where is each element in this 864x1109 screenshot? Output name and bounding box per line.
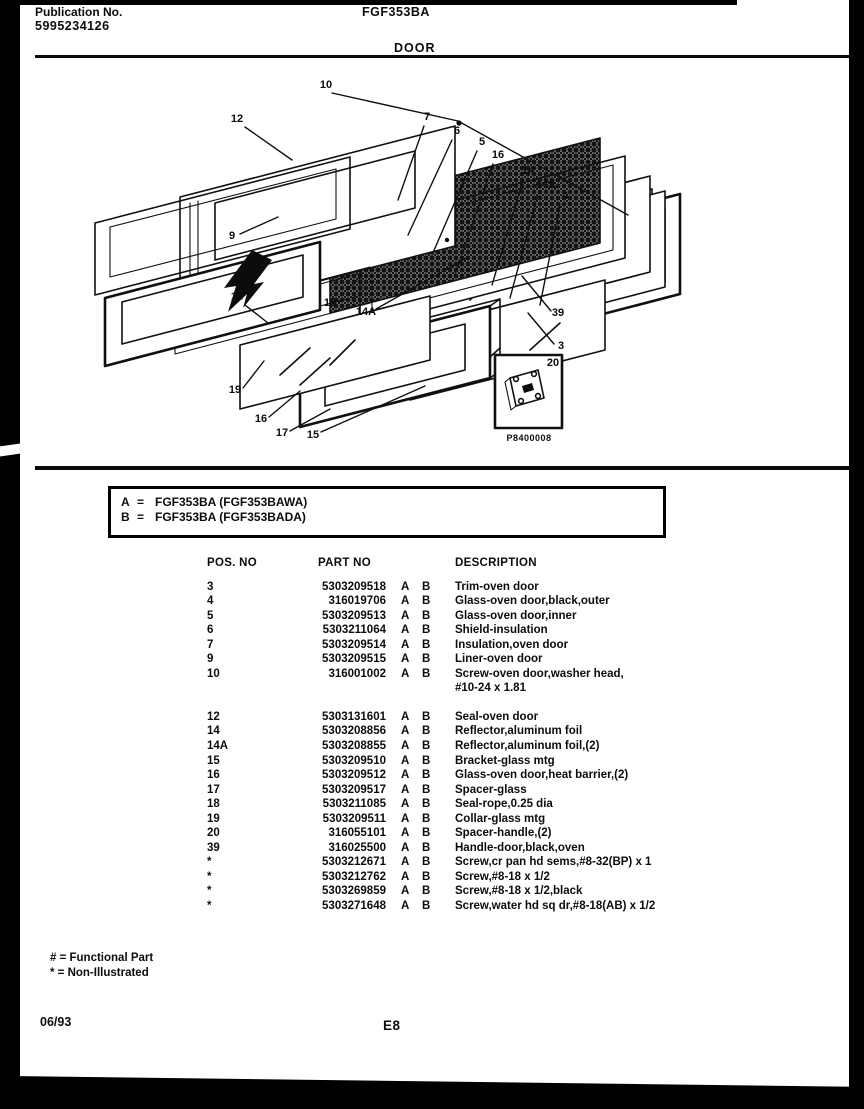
variant-value: FGF353BA (FGF353BADA)	[155, 510, 306, 524]
column-b-cell: B	[422, 856, 431, 869]
spacer	[413, 623, 422, 638]
diagram-callout: 39	[551, 307, 565, 319]
desc-cell: Reflector,aluminum foil,(2)	[455, 740, 600, 753]
column-a-cell	[401, 681, 413, 696]
callout-leader-line	[332, 93, 458, 121]
diagram-callout: 19	[228, 384, 242, 396]
part-cell: 5303212762	[322, 870, 386, 883]
diagram-callout: 16	[491, 149, 505, 161]
footer-page-number: E8	[383, 1018, 401, 1033]
column-b-cell: B	[422, 638, 431, 651]
pos-cell: *	[207, 885, 212, 898]
pos-header: POS. NO	[207, 557, 258, 569]
table-row	[0, 855, 864, 870]
column-b-cell: B	[422, 595, 431, 608]
spacer	[386, 768, 401, 783]
spacer	[434, 667, 455, 682]
table-row	[0, 768, 864, 783]
diagram-callout: 16	[254, 413, 268, 425]
publication-number: 5995234126	[35, 19, 110, 33]
column-b-cell: B	[422, 812, 431, 825]
pos-cell: 10	[207, 667, 220, 680]
column-b-cell: B	[422, 870, 431, 883]
column-b-cell: B	[422, 740, 431, 753]
spacer	[386, 638, 401, 653]
desc-cell: Screw-oven door,washer head,	[455, 667, 624, 680]
pos-cell: 15	[207, 754, 220, 767]
variant-key: A	[121, 495, 130, 509]
spacer	[434, 710, 455, 725]
column-a-cell: A	[401, 580, 410, 593]
spacer	[434, 884, 455, 899]
publication-label: Publication No.	[35, 5, 123, 19]
part-cell: 5303208855	[322, 740, 386, 753]
spacer	[434, 797, 455, 812]
diagram-callout: 20	[546, 357, 560, 369]
part-cell: 5303209513	[322, 609, 386, 622]
spacer	[413, 681, 422, 696]
pos-cell: *	[207, 856, 212, 869]
diagram-callout: 9	[228, 230, 236, 242]
table-row	[0, 870, 864, 885]
diagram-callout: 18	[230, 291, 244, 303]
pos-cell: 3	[207, 580, 214, 593]
spacer	[413, 855, 422, 870]
table-row	[0, 841, 864, 856]
spacer	[386, 884, 401, 899]
diagram-callout: 5	[478, 136, 486, 148]
legend-item: * = Non-Illustrated	[50, 966, 149, 979]
spacer	[413, 594, 422, 609]
part-cell: 316001002	[328, 667, 386, 680]
spacer	[386, 623, 401, 638]
part-header: PART NO	[318, 557, 371, 569]
spacer	[413, 739, 422, 754]
pos-cell: 5	[207, 609, 214, 622]
table-row	[0, 739, 864, 754]
spacer	[386, 783, 401, 798]
column-a-cell: A	[401, 740, 410, 753]
desc-cell: Screw,#8-18 x 1/2,black	[455, 885, 583, 898]
spacer	[413, 899, 422, 914]
pos-cell: 39	[207, 841, 220, 854]
variant-eq: =	[137, 495, 145, 509]
variant-row	[121, 495, 663, 510]
table-row	[0, 623, 864, 638]
part-cell: 5303269859	[322, 885, 386, 898]
column-a-cell: A	[401, 885, 410, 898]
desc-cell: Reflector,aluminum foil	[455, 725, 583, 738]
part-cell: 5303209515	[322, 653, 386, 666]
spacer	[386, 841, 401, 856]
pos-cell	[207, 681, 303, 696]
spacer	[386, 667, 401, 682]
table-body	[0, 580, 864, 914]
spacer	[434, 855, 455, 870]
part-cell: 5303209514	[322, 638, 386, 651]
desc-cell: Spacer-glass	[455, 783, 527, 796]
part-cell: 5303209517	[322, 783, 386, 796]
column-a-cell: A	[401, 900, 410, 913]
spacer	[434, 739, 455, 754]
column-a-cell: A	[401, 624, 410, 637]
spacer	[413, 884, 422, 899]
diagram-callout: 15	[323, 297, 337, 309]
column-b-cell: B	[422, 580, 431, 593]
spacer	[386, 580, 401, 595]
table-row	[0, 826, 864, 841]
desc-header: DESCRIPTION	[455, 557, 537, 569]
spacer	[434, 609, 455, 624]
part-cell: 5303209518	[322, 580, 386, 593]
spacer	[413, 724, 422, 739]
desc-cell: Trim-oven door	[455, 580, 539, 593]
column-a-cell: A	[401, 725, 410, 738]
column-a-cell: A	[401, 667, 410, 680]
column-a-cell: A	[401, 827, 410, 840]
diagram-callout: 14A	[535, 179, 557, 191]
spacer	[386, 870, 401, 885]
table-row	[0, 783, 864, 798]
pos-cell: 18	[207, 798, 220, 811]
spacer	[434, 783, 455, 798]
spacer	[434, 899, 455, 914]
column-a-cell: A	[401, 812, 410, 825]
column-b-cell: B	[422, 783, 431, 796]
table-row	[0, 594, 864, 609]
spacer	[386, 594, 401, 609]
column-a-cell: A	[401, 841, 410, 854]
part-cell: 5303209510	[322, 754, 386, 767]
spacer	[413, 870, 422, 885]
spacer	[386, 754, 401, 769]
variant-value: FGF353BA (FGF353BAWA)	[155, 495, 308, 509]
spacer	[434, 826, 455, 841]
desc-cell: Spacer-handle,(2)	[455, 827, 552, 840]
spacer	[413, 580, 422, 595]
header-rule	[35, 55, 855, 58]
desc-cell: Shield-insulation	[455, 624, 548, 637]
spacer	[434, 724, 455, 739]
spacer	[413, 754, 422, 769]
spacer	[386, 899, 401, 914]
spacer	[434, 681, 455, 696]
table-row	[0, 884, 864, 899]
spacer	[413, 797, 422, 812]
pos-cell: 7	[207, 638, 214, 651]
column-a-cell: A	[401, 798, 410, 811]
variant-row	[121, 510, 663, 525]
column-b-cell: B	[422, 609, 431, 622]
spacer	[386, 797, 401, 812]
scan-border-bottom	[0, 1040, 864, 1109]
column-b-cell: B	[422, 827, 431, 840]
spacer	[413, 667, 422, 682]
column-b-cell: B	[422, 798, 431, 811]
spacer	[413, 768, 422, 783]
desc-cell: Bracket-glass mtg	[455, 754, 555, 767]
diagram-callout: 7	[423, 111, 431, 123]
part-cell: 5303211064	[322, 624, 386, 637]
diagram-callout: 4	[561, 190, 569, 202]
desc-cell: Glass-oven door,black,outer	[455, 595, 610, 608]
table-row	[0, 710, 864, 725]
mid-rule	[35, 466, 855, 470]
footer-date: 06/93	[40, 1015, 72, 1029]
pos-cell: 17	[207, 783, 220, 796]
desc-cell: Insulation,oven door	[455, 638, 569, 651]
desc-cell: Liner-oven door	[455, 653, 543, 666]
pos-cell: *	[207, 900, 212, 913]
spacer	[434, 812, 455, 827]
spacer	[386, 855, 401, 870]
pos-cell: *	[207, 870, 212, 883]
part-cell: 5303271648	[322, 900, 386, 913]
spacer	[413, 783, 422, 798]
column-a-cell: A	[401, 638, 410, 651]
column-a-cell: A	[401, 754, 410, 767]
spacer	[386, 739, 401, 754]
column-a-cell: A	[401, 856, 410, 869]
spacer	[434, 652, 455, 667]
desc-cell: Glass-oven door,heat barrier,(2)	[455, 769, 629, 782]
spacer	[386, 681, 401, 696]
table-header-row	[0, 556, 864, 571]
desc-cell: Handle-door,black,oven	[455, 841, 585, 854]
table-row	[0, 812, 864, 827]
desc-cell: Screw,cr pan hd sems,#8-32(BP) x 1	[455, 856, 652, 869]
callout-leader-line	[245, 127, 292, 160]
column-b-cell: B	[422, 725, 431, 738]
part-cell: 5303131601	[322, 710, 386, 723]
spacer	[434, 580, 455, 595]
part-cell: 316055101	[328, 827, 386, 840]
table-row-gap	[0, 696, 864, 710]
spacer	[413, 609, 422, 624]
spacer	[413, 826, 422, 841]
column-b-cell: B	[422, 624, 431, 637]
column-b-cell: B	[422, 754, 431, 767]
spacer	[434, 638, 455, 653]
column-a-cell: A	[401, 653, 410, 666]
spacer	[434, 841, 455, 856]
spacer	[386, 724, 401, 739]
screw-dot	[445, 238, 449, 242]
spacer	[434, 870, 455, 885]
column-a-cell: A	[401, 595, 410, 608]
diagram-callout: 12	[230, 113, 244, 125]
column-a-cell: A	[401, 710, 410, 723]
variant-eq: =	[137, 510, 145, 524]
diagram-callout: 14A	[355, 306, 377, 318]
diagram-callout: 3	[557, 340, 565, 352]
part-cell: 5303208856	[322, 725, 386, 738]
pos-cell: 12	[207, 710, 220, 723]
model-number: FGF353BA	[362, 5, 430, 19]
spacer	[434, 754, 455, 769]
column-b-cell: B	[422, 900, 431, 913]
diagram-callout: 10	[319, 79, 333, 91]
pos-cell: 14	[207, 725, 220, 738]
diagram-callout: 17	[275, 427, 289, 439]
desc-cell: Collar-glass mtg	[455, 812, 546, 825]
part-cell: 5303209511	[322, 812, 386, 825]
table-row	[0, 724, 864, 739]
table-row	[0, 899, 864, 914]
spacer	[434, 594, 455, 609]
table-row	[0, 797, 864, 812]
part-cell: 5303209512	[322, 769, 386, 782]
diagram-callout: 6	[453, 125, 461, 137]
diagram-callout: 15	[306, 429, 320, 441]
table-row	[0, 667, 864, 682]
spacer	[386, 710, 401, 725]
desc-cell: Screw,water hd sq dr,#8-18(AB) x 1/2	[455, 900, 656, 913]
diagram-callout: 14	[521, 165, 535, 177]
column-b-cell: B	[422, 885, 431, 898]
spacer	[413, 841, 422, 856]
spacer	[434, 768, 455, 783]
table-row	[0, 580, 864, 595]
pos-cell: 6	[207, 624, 214, 637]
spacer	[386, 652, 401, 667]
column-b-cell: B	[422, 667, 431, 680]
spacer	[413, 652, 422, 667]
diagram-code: P8400008	[506, 433, 552, 443]
spacer	[386, 609, 401, 624]
parts-table	[0, 556, 864, 914]
pos-cell: 20	[207, 827, 220, 840]
desc-cell: Seal-oven door	[455, 710, 539, 723]
spacer	[413, 812, 422, 827]
pos-cell: 4	[207, 595, 214, 608]
legend-item: # = Functional Part	[50, 952, 154, 964]
part-cell: 5303212671	[322, 856, 386, 869]
pos-cell: 9	[207, 653, 214, 666]
spacer	[386, 812, 401, 827]
part-cell: 5303211085	[322, 798, 386, 811]
part-cell	[303, 681, 386, 696]
exploded-view-diagram	[0, 60, 864, 460]
variant-key: B	[121, 510, 130, 524]
part-cell: 316019706	[328, 595, 386, 608]
column-b-cell	[422, 681, 434, 696]
table-row	[0, 638, 864, 653]
table-row	[0, 754, 864, 769]
section-title: DOOR	[394, 41, 436, 55]
column-b-cell: B	[422, 769, 431, 782]
table-row	[0, 681, 864, 696]
desc-cell: #10-24 x 1.81	[455, 682, 526, 695]
table-row	[0, 652, 864, 667]
desc-cell: Glass-oven door,inner	[455, 609, 577, 622]
variant-box	[108, 486, 666, 538]
column-b-cell: B	[422, 710, 431, 723]
spacer	[413, 638, 422, 653]
part-cell: 316025500	[328, 841, 386, 854]
spacer	[413, 710, 422, 725]
spacer	[386, 826, 401, 841]
legend	[50, 951, 153, 980]
desc-cell: Screw,#8-18 x 1/2	[455, 870, 550, 883]
column-a-cell: A	[401, 783, 410, 796]
column-b-cell: B	[422, 841, 431, 854]
table-row	[0, 609, 864, 624]
column-a-cell: A	[401, 769, 410, 782]
spacer	[434, 623, 455, 638]
desc-cell: Seal-rope,0.25 dia	[455, 798, 553, 811]
pos-cell: 16	[207, 769, 220, 782]
pos-cell: 19	[207, 812, 220, 825]
column-a-cell: A	[401, 870, 410, 883]
pos-cell: 14A	[207, 740, 229, 753]
column-b-cell: B	[422, 653, 431, 666]
column-a-cell: A	[401, 609, 410, 622]
